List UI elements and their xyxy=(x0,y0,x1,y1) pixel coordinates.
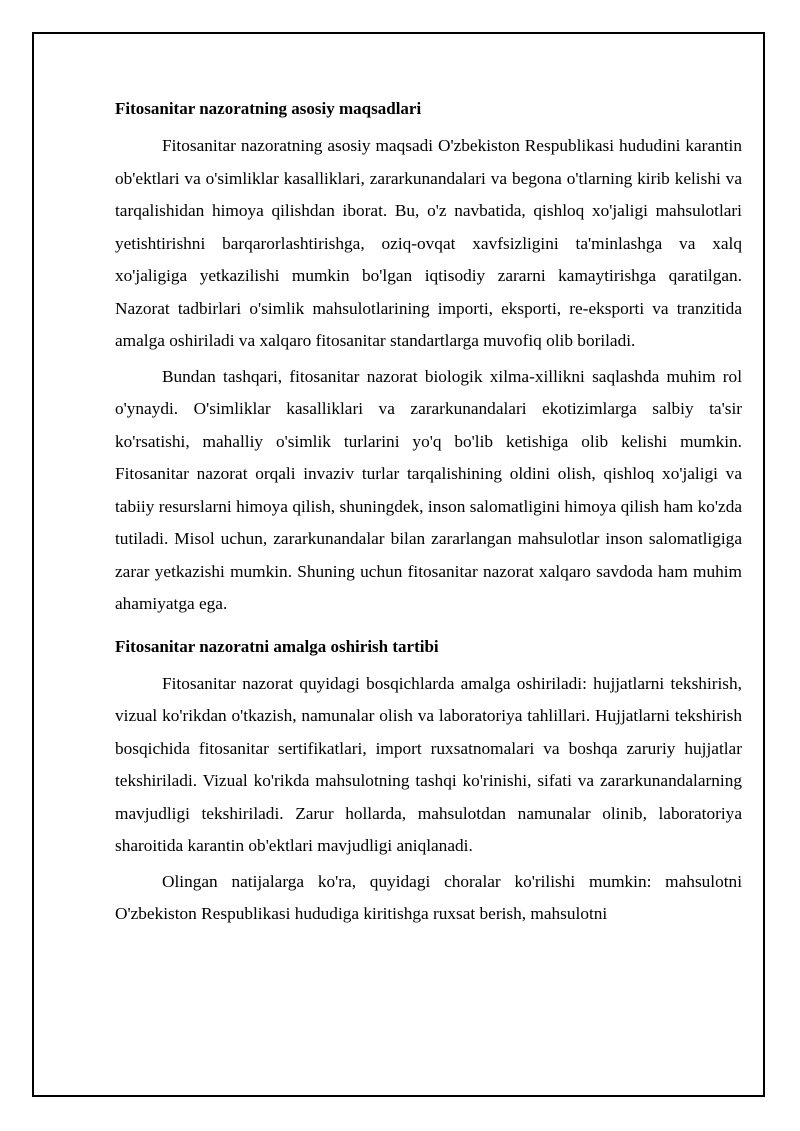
section-heading: Fitosanitar nazoratni amalga oshirish tartibi xyxy=(115,636,439,656)
paragraph: Fitosanitar nazoratning asosiy maqsadi O'zbekiston Respublikasi hududini karantin ob'ektlari va o'simliklar kasalliklari, zararkunandalari va begona o'tlarning kirib kelishi va tarqalishidan himoya qilishdan iborat. Bu, o'z navbatida, qishloq xo'jaligi mahsulotlari yetishtirishni barqarorlashtirishga, oziq-ovqat xavfsizligini ta'minlashga va xalq xo'jaligiga yetkazilishi mumkin bo'lgan iqtisodiy zararni kamaytirishga qaratilgan. Nazorat tadbirlari o'simlik mahsulotlarining importi, eksporti, re-eksporti va tranzitida amalga oshiriladi va xalqaro fitosanitar standartlarga muvofiq olib boriladi. xyxy=(115,136,742,350)
section-gap xyxy=(115,624,742,636)
document-body xyxy=(115,98,742,934)
paragraph: Bundan tashqari, fitosanitar nazorat biologik xilma-xillikni saqlashda muhim rol o'ynaydi. O'simliklar kasalliklari va zararkunandalari ekotizimlarga salbiy ta'sir ko'rsatishi, mahalliy o'simlik turlarini yo'q bo'lib ketishiga olib kelishi mumkin. Fitosanitar nazorat orqali invaziv turlar tarqalishining oldini olish, qishloq xo'jaligi va tabiiy resurslarni himoya qilish, shuningdek, inson salomatligini himoya qilish ham ko'zda tutiladi. Misol uchun, zararkunandalar bilan zararlangan mahsulotlar inson salomatligiga zarar yetkazishi mumkin. Shuning uchun fitosanitar nazorat xalqaro savdoda ham muhim ahamiyatga ega. xyxy=(115,366,742,613)
paragraph: Olingan natijalarga ko'ra, quyidagi choralar ko'rilishi mumkin: mahsulotni O'zbekiston Respublikasi hududiga kiritishga ruxsat berish, mahsulotni xyxy=(115,871,742,923)
paragraph: Fitosanitar nazorat quyidagi bosqichlarda amalga oshiriladi: hujjatlarni tekshirish, vizual ko'rikdan o'tkazish, namunalar olish va laboratoriya tahlillari. Hujjatlarni tekshirish bosqichida fitosanitar sertifikatlari, import ruxsatnomalari va boshqa zaruriy hujjatlar tekshiriladi. Vizual ko'rikda mahsulotning tashqi ko'rinishi, sifati va zararkunandalarning mavjudligi tekshiriladi. Zarur hollarda, mahsulotdan namunalar olinib, laboratoriya sharoitida karantin ob'ektlari mavjudligi aniqlanadi. xyxy=(115,673,742,855)
section-procedure xyxy=(115,636,742,931)
section-goals xyxy=(115,98,742,621)
section-heading: Fitosanitar nazoratning asosiy maqsadlari xyxy=(115,99,422,118)
